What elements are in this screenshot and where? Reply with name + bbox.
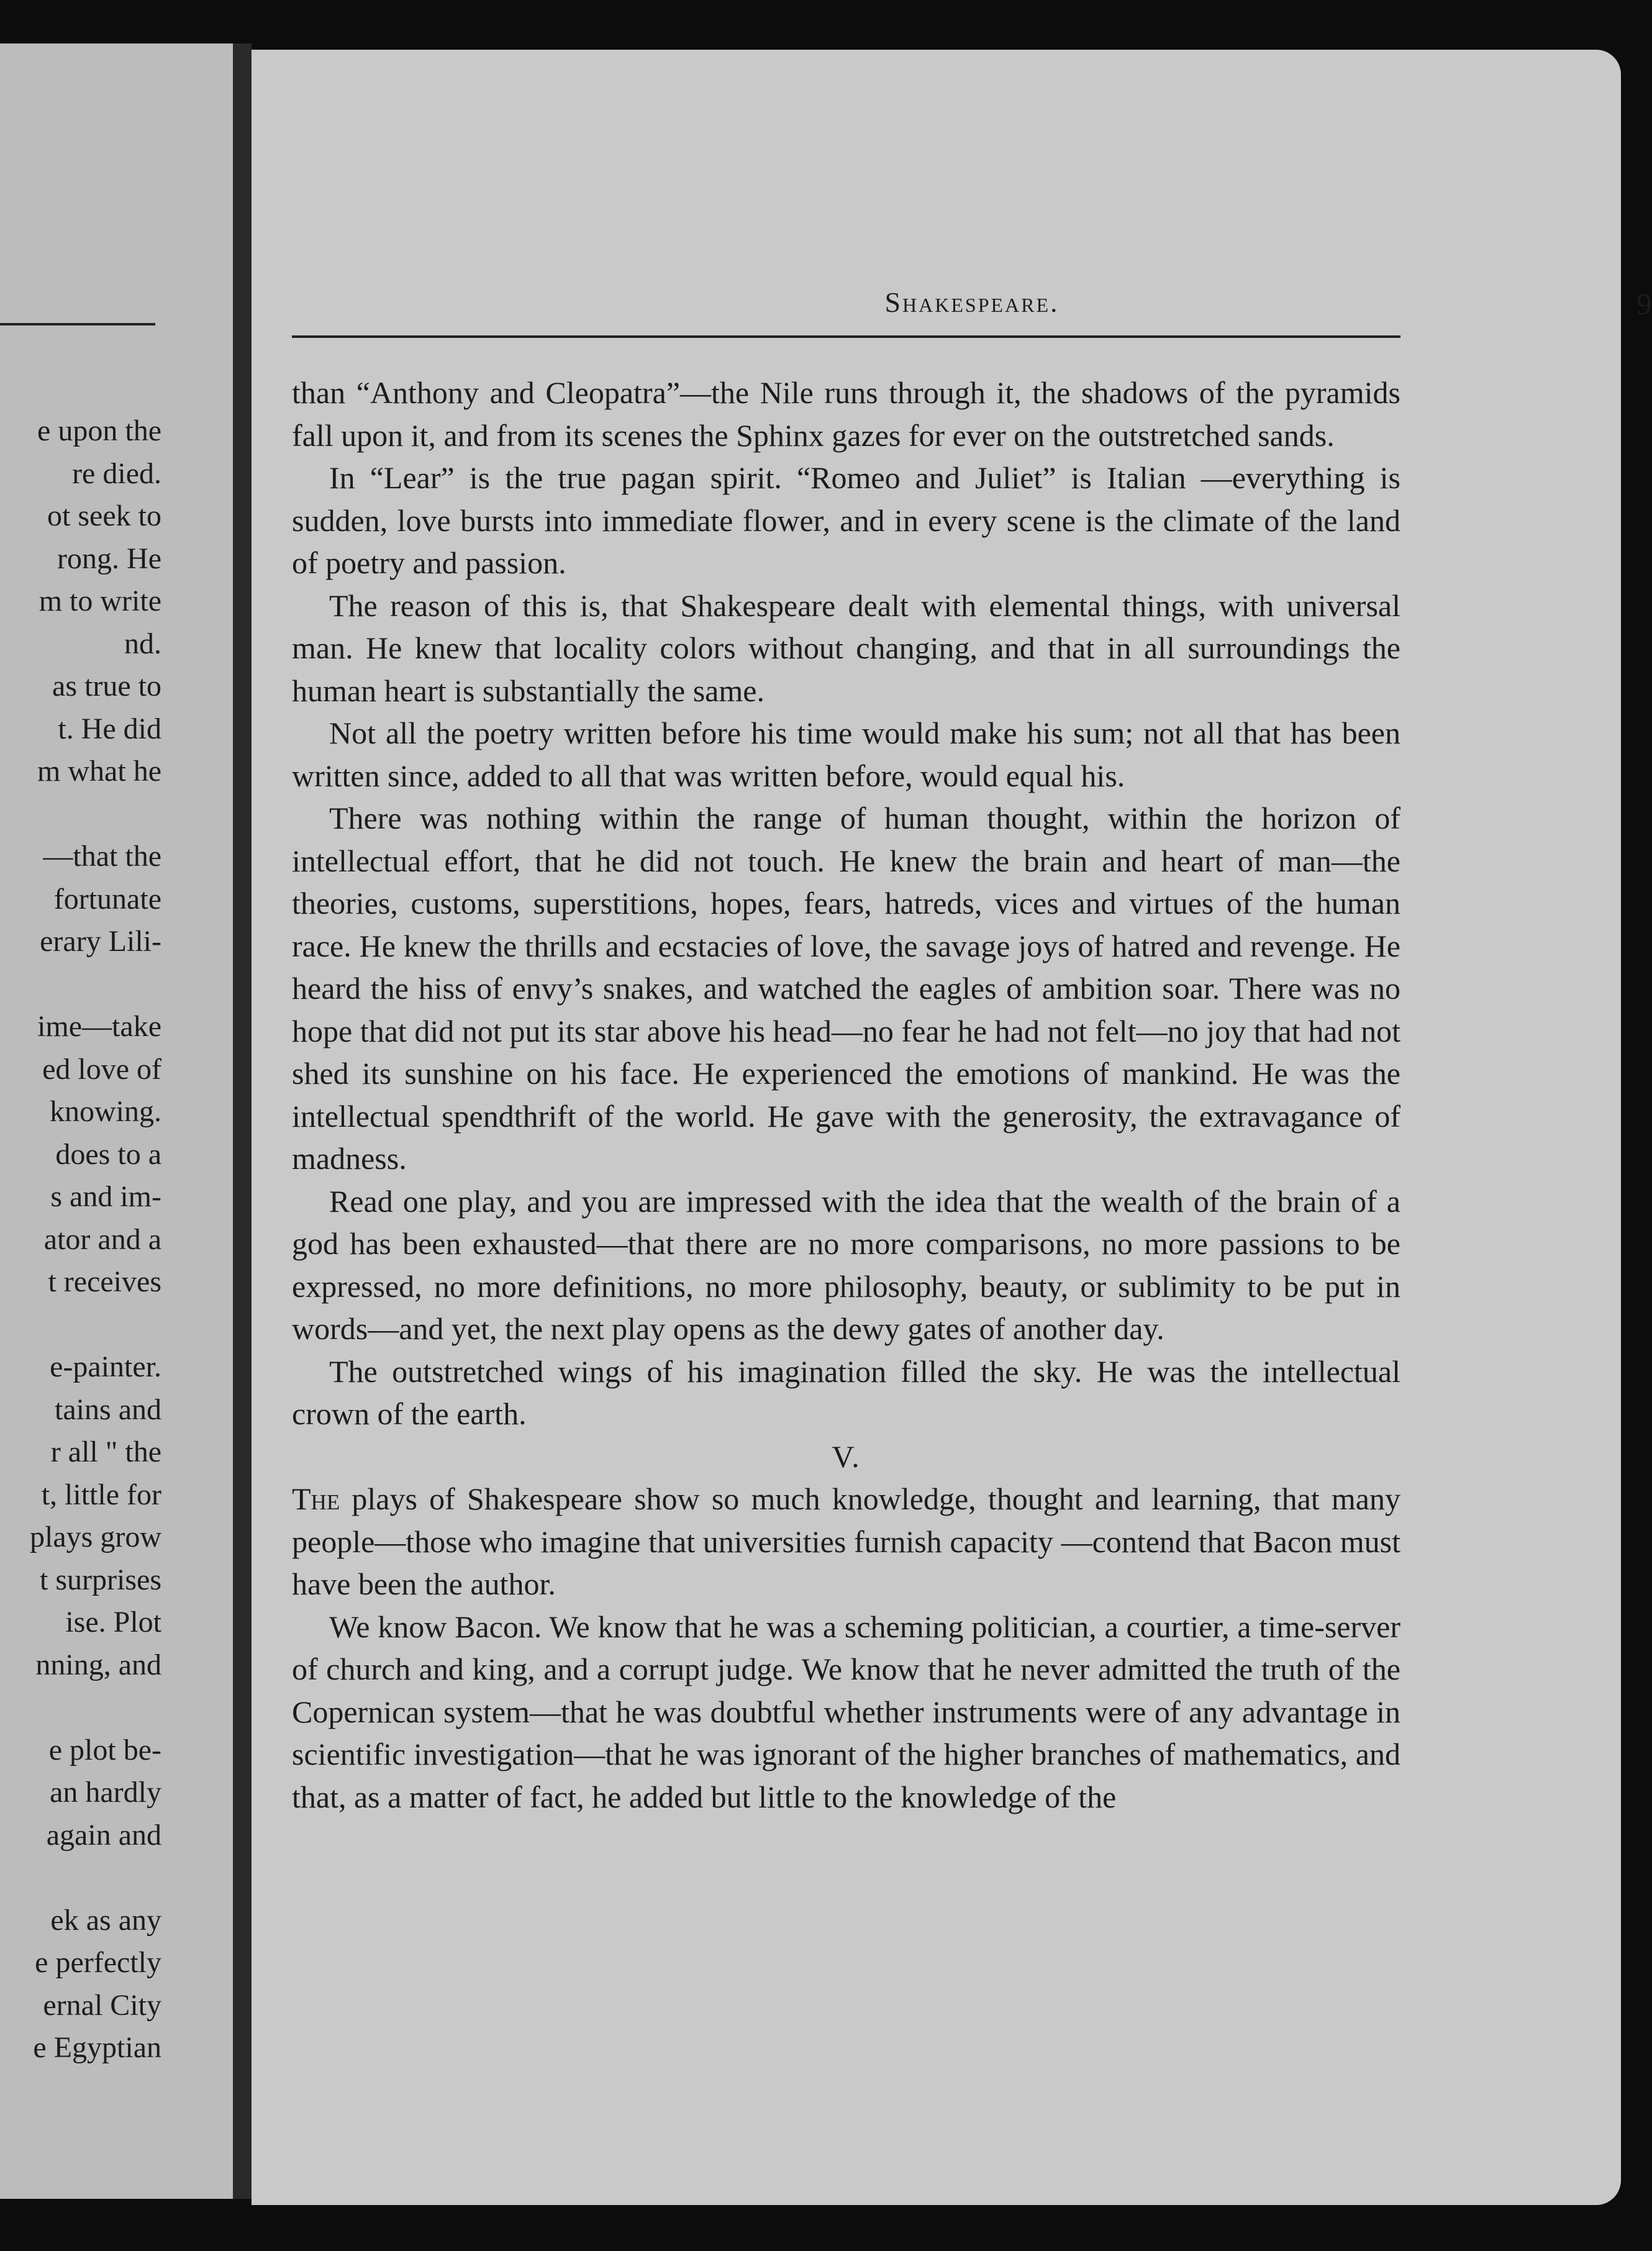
- paragraph: We know Bacon. We know that he was a scheming politician, a courtier, a time-server of church and king, and a corrupt judge. We know that he never admitted the truth of the Copernican system—that he was doubtful whether instruments were of any advantage in scientific investigation—that he was ignorant of the higher branches of mathematics, and that, as a matter of fact, he added but little to the knowledge of the: [292, 1609, 1400, 1814]
- left-page-line: ator and a: [43, 1222, 161, 1256]
- left-page-line: [0, 963, 161, 1006]
- left-page-line: does to a: [55, 1137, 161, 1171]
- left-page-line: nning, and: [35, 1648, 161, 1681]
- left-page-text: [0, 410, 161, 2070]
- left-page-line: m what he: [37, 755, 161, 788]
- left-page-line: [0, 1686, 161, 1729]
- left-page-line: nd.: [124, 627, 161, 660]
- left-page-line: ime—take: [37, 1010, 161, 1043]
- left-page-line: tains and: [55, 1393, 161, 1426]
- paragraph: than “Anthony and Cleopatra”—the Nile runs through it, the shadows of the pyramids fall upon it, and from its scenes the Sphinx gazes for ever on the outstretched sands.: [292, 375, 1400, 453]
- left-page-line: rong. He: [57, 542, 161, 575]
- body-text: [292, 371, 1400, 1818]
- left-page-line: e Egyptian: [33, 2031, 161, 2064]
- section-first-paragraph: [292, 1478, 1400, 1606]
- section-lead-word: The: [292, 1481, 340, 1516]
- left-page-line: —that the: [43, 840, 161, 873]
- left-page-line: again and: [46, 1818, 161, 1852]
- left-page-line: ek as any: [50, 1903, 161, 1937]
- section-first-paragraph-text: plays of Shakespeare show so much knowledge, thought and learning, that many people—those who imagine that universities furnish capacity —contend that Bacon must have been the author.: [292, 1481, 1400, 1601]
- left-page-line: r all " the: [50, 1435, 161, 1468]
- left-page-line: e upon the: [37, 414, 161, 447]
- left-page-line: [0, 793, 161, 836]
- left-page-line: as true to: [52, 670, 161, 703]
- left-page-line: ise. Plot: [65, 1606, 161, 1639]
- left-page-line: t receives: [48, 1265, 161, 1298]
- left-page-line: ot seek to: [47, 499, 161, 532]
- left-page-line: erary Lili-: [40, 925, 161, 958]
- book-gutter: [233, 43, 252, 2199]
- left-page-line: knowing.: [50, 1095, 161, 1128]
- page-header: [292, 286, 1652, 335]
- paragraph: Read one play, and you are impressed with the idea that the wealth of the brain of a god has been exhausted—that there are no more comparisons, no more passions to be expressed, no more definitions, no more philosophy, beauty, or sublimity to be put in words—and yet, the next play opens as the dewy gates of another day.: [292, 1183, 1400, 1346]
- section-heading: V.: [832, 1439, 861, 1474]
- left-page: [0, 43, 233, 2199]
- left-page-line: e plot be-: [48, 1733, 161, 1767]
- left-page-line: e perfectly: [35, 1946, 161, 1979]
- left-page-line: ernal City: [43, 1988, 161, 2022]
- paragraph: Not all the poetry written before his time would make his sum; not all that has been written since, added to all that was written before, would equal his.: [292, 716, 1400, 793]
- paragraph: There was nothing within the range of human thought, within the horizon of intellectual effort, that he did not touch. He knew the brain and heart of man—the theories, customs, superstitions, hopes, fears, hatreds, vices and virtues of the human race. He knew the thrills and ecstacies of love, the savage joys of hatred and revenge. He heard the hiss of envy’s snakes, and watched the eagles of ambition soar. There was no hope that did not put its star above his head—no fear he had not felt—no joy that had not shed its sunshine on his face. He experienced the emotions of mankind. He was the intellectual spendthrift of the world. He gave with the generosity, the extravagance of madness.: [292, 801, 1400, 1176]
- page-number: 9: [1636, 286, 1652, 321]
- left-page-line: plays grow: [30, 1521, 161, 1553]
- left-page-line: s and im-: [50, 1180, 161, 1213]
- left-page-line: t surprises: [40, 1563, 161, 1596]
- paragraph: In “Lear” is the true pagan spirit. “Romeo and Juliet” is Italian —everything is sudden, love bursts into immediate flower, and in every scene is the climate of the land of poetry and passion.: [292, 460, 1400, 580]
- left-page-line: re died.: [72, 457, 161, 490]
- left-page-line: ed love of: [42, 1052, 161, 1086]
- paragraph: The outstretched wings of his imagination filled the sky. He was the intellectual crown of the earth.: [292, 1353, 1400, 1431]
- left-page-line: [0, 1857, 161, 1899]
- left-page-line: [0, 1304, 161, 1347]
- left-page-rule: [0, 323, 155, 325]
- header-rule: [292, 335, 1400, 338]
- left-page-line: e-painter.: [50, 1350, 161, 1383]
- left-page-line: t. He did: [58, 712, 161, 745]
- left-page-line: t, little for: [41, 1478, 161, 1511]
- running-head: Shakespeare.: [884, 286, 1060, 318]
- right-page: [252, 50, 1652, 2205]
- left-page-line: fortunate: [53, 882, 161, 916]
- left-page-line: an hardly: [50, 1776, 161, 1809]
- paragraph: The reason of this is, that Shakespeare dealt with elemental things, with universal man. He knew that locality colors without changing, and that in all surroundings the human heart is substantially the same.: [292, 588, 1400, 708]
- left-page-line: m to write: [39, 584, 161, 617]
